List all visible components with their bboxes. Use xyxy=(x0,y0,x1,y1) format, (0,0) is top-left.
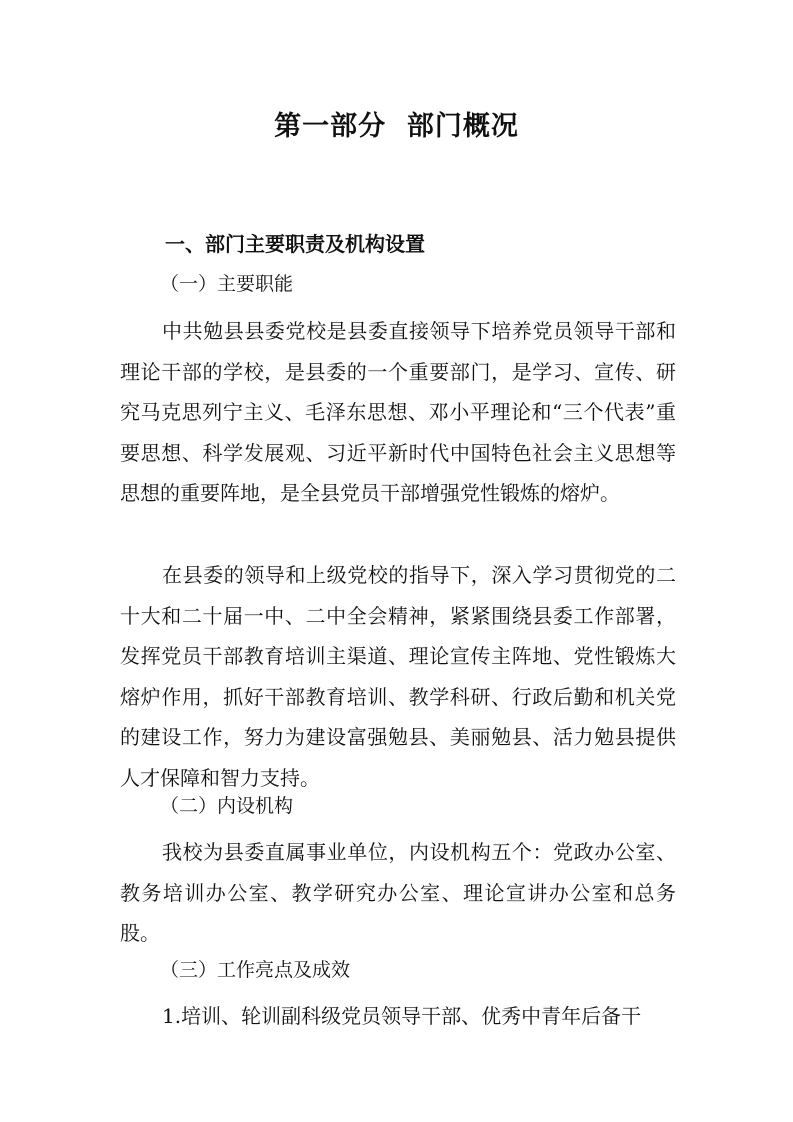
subsection-heading-functions: （一）主要职能 xyxy=(160,273,294,295)
list-item-highlight-1: 1.培训、轮训副科级党员领导干部、优秀中青年后备干 xyxy=(162,1004,642,1028)
section-heading-duties: 一、部门主要职责及机构设置 xyxy=(165,232,425,256)
subsection-heading-structure: （二）内设机构 xyxy=(160,795,294,817)
subsection-heading-highlights: （三）工作亮点及成效 xyxy=(160,959,351,981)
paragraph-functions-intro: 中共勉县县委党校是县委直接领导下培养党员领导干部和理论干部的学校，是县委的一个重要部门，是学习、宣传、研究马克思列宁主义、毛泽东思想、邓小平理论和“三个代表”重要思想、科学发展观、习近平新时代中国特色社会主义思想等思想的重要阵地，是全县党员干部增强党性锻炼的熔炉。 xyxy=(120,319,676,505)
paragraph-structure: 我校为县委直属事业单位，内设机构五个：党政办公室、教务培训办公室、教学研究办公室、理论宣讲办公室和总务股。 xyxy=(120,840,676,945)
page-title: 第一部分 部门概况 xyxy=(274,111,519,142)
paragraph-functions-work: 在县委的领导和上级党校的指导下，深入学习贯彻党的二十大和二十届一中、二中全会精神，紧紧围绕县委工作部署，发挥党员干部教育培训主渠道、理论宣传主阵地、党性锻炼大熔炉作用，抓好干部教育培训、教学科研、行政后勤和机关党的建设工作，努力为建设富强勉县、美丽勉县、活力勉县提供人才保障和智力支持。 xyxy=(120,563,676,790)
